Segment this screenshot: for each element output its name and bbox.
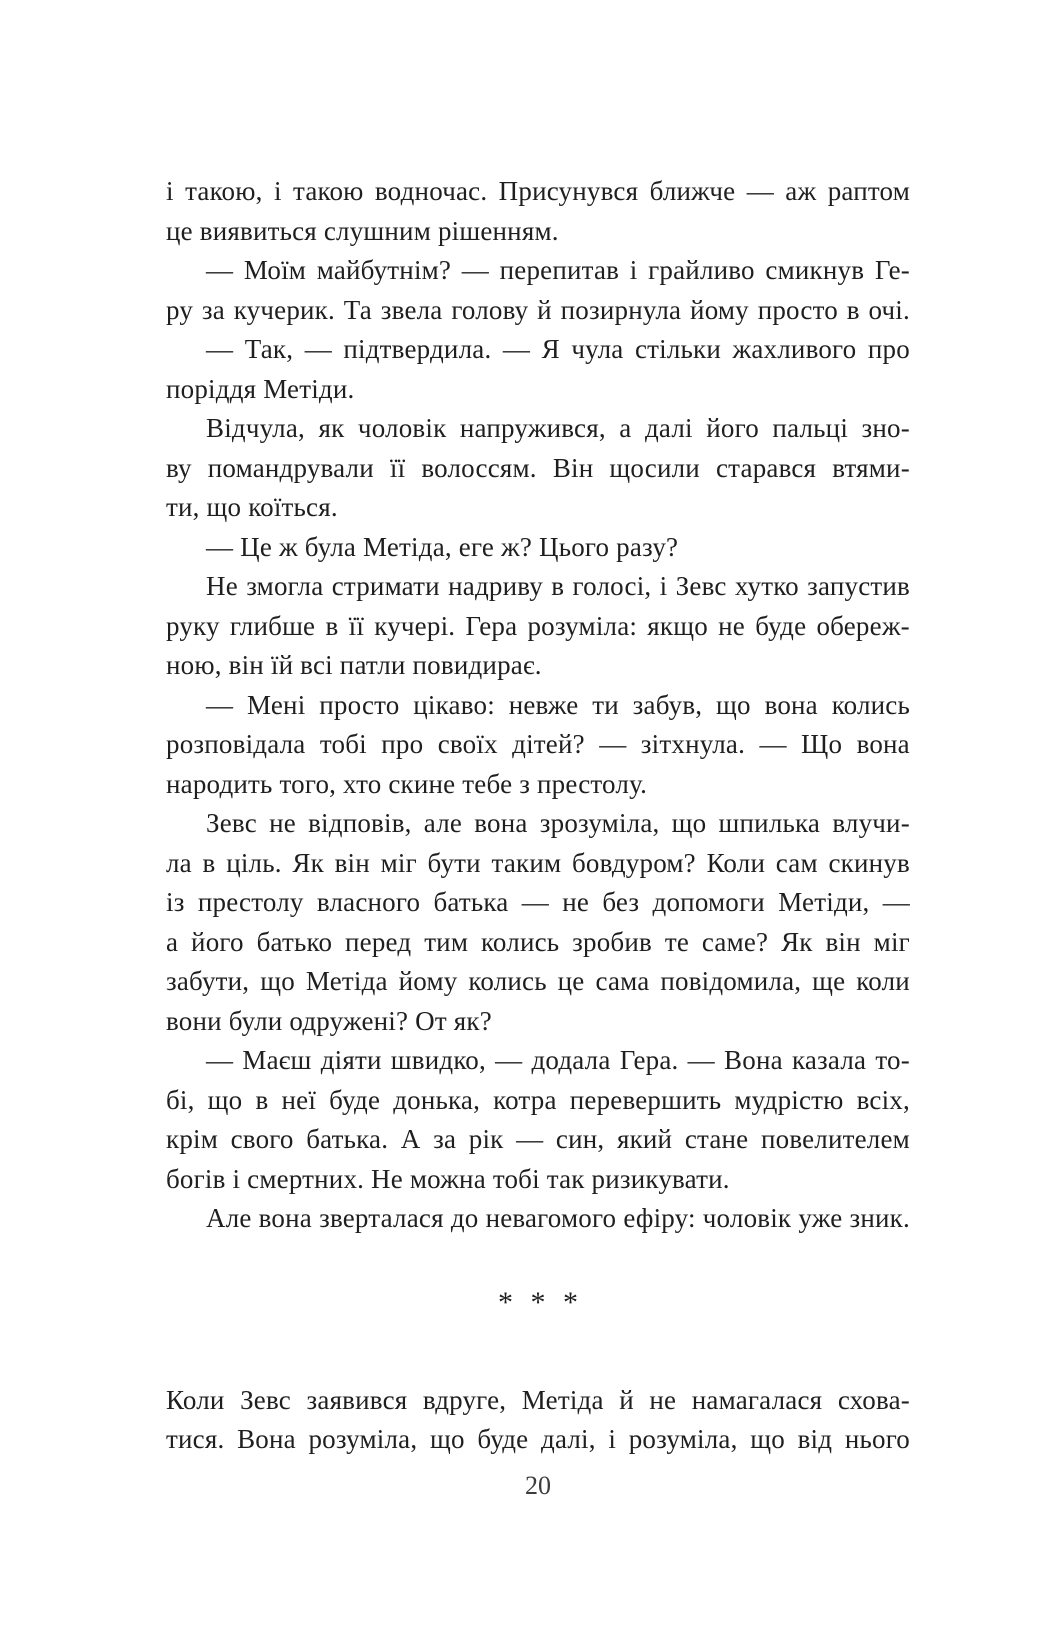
text-line: Зевс не відповів, але вона зрозуміла, що шпилька влучи- <box>206 808 910 838</box>
text-line: Коли Зевс заявився вдруге, Метіда й не намагалася схова- <box>166 1384 910 1415</box>
text-line: Відчула, як чоловік напружився, а далі його пальці зно- <box>206 413 910 443</box>
text-line: — Так, — підтвердила. — Я чула стільки жахливого про <box>206 334 910 364</box>
text-line: вони були одружені? От як? <box>166 1005 492 1036</box>
text-line: ла в ціль. Як він міг бути таким бовдуром? Коли сам скинув <box>166 847 910 878</box>
text-line: ру за кучерик. Та звела голову й позирнула йому просто в очі. <box>166 294 910 325</box>
text-line: розповідала тобі про своїх дітей? — зітхнула. — Що вона <box>166 729 910 759</box>
text-block <box>166 172 910 1460</box>
text-line: руку глибше в її кучері. Гера розуміла: якщо не буде обереж- <box>166 610 910 641</box>
page-number: 20 <box>525 1471 551 1500</box>
text-line: ною, він їй всі патли повидирає. <box>166 650 542 680</box>
text-line: Не змогла стримати надриву в голосі, і Зевс хутко запустив <box>206 571 910 601</box>
section-1 <box>166 172 910 1239</box>
text-line: поріддя Метіди. <box>166 373 355 404</box>
text-line: бі, що в неї буде донька, котра перевершить мудрістю всіх, <box>166 1084 910 1115</box>
text-line: із престолу власного батька — не без допомоги Метіди, — <box>166 887 910 917</box>
text-line: крім свого батька. А за рік — син, який стане повелителем <box>166 1124 910 1154</box>
text-line: Але вона зверталася до невагомого ефіру: чоловік уже зник. <box>206 1203 910 1233</box>
section-2 <box>166 1381 910 1460</box>
text-line: і такою, і такою водночас. Присунувся ближче — аж раптом <box>166 176 910 206</box>
text-line: тися. Вона розуміла, що буде далі, і розуміла, що від нього <box>166 1424 910 1454</box>
text-line: — Моїм майбутнім? — перепитав і грайливо смикнув Ге- <box>206 255 910 285</box>
text-line: це виявиться слушним рішенням. <box>166 215 559 246</box>
text-line: а його батько перед тим колись зробив те саме? Як він міг <box>166 926 910 957</box>
text-line: ву помандрували її волоссям. Він щосили старався втями- <box>166 452 910 483</box>
text-line: ти, що коїться. <box>166 492 338 522</box>
text-line: — Мені просто цікаво: невже ти забув, що вона колись <box>206 689 910 720</box>
text-line: — Маєш діяти швидко, — додала Гера. — Вона казала то- <box>206 1045 910 1075</box>
text-line: богів і смертних. Не можна тобі так ризикувати. <box>166 1163 730 1194</box>
text-line: забути, що Метіда йому колись це сама повідомила, ще коли <box>166 966 910 996</box>
text-line: народить того, хто скине тебе з престолу. <box>166 768 648 799</box>
section-separator: * * * <box>498 1285 578 1319</box>
text-line: — Це ж була Метіда, еге ж? Цього разу? <box>206 531 679 562</box>
